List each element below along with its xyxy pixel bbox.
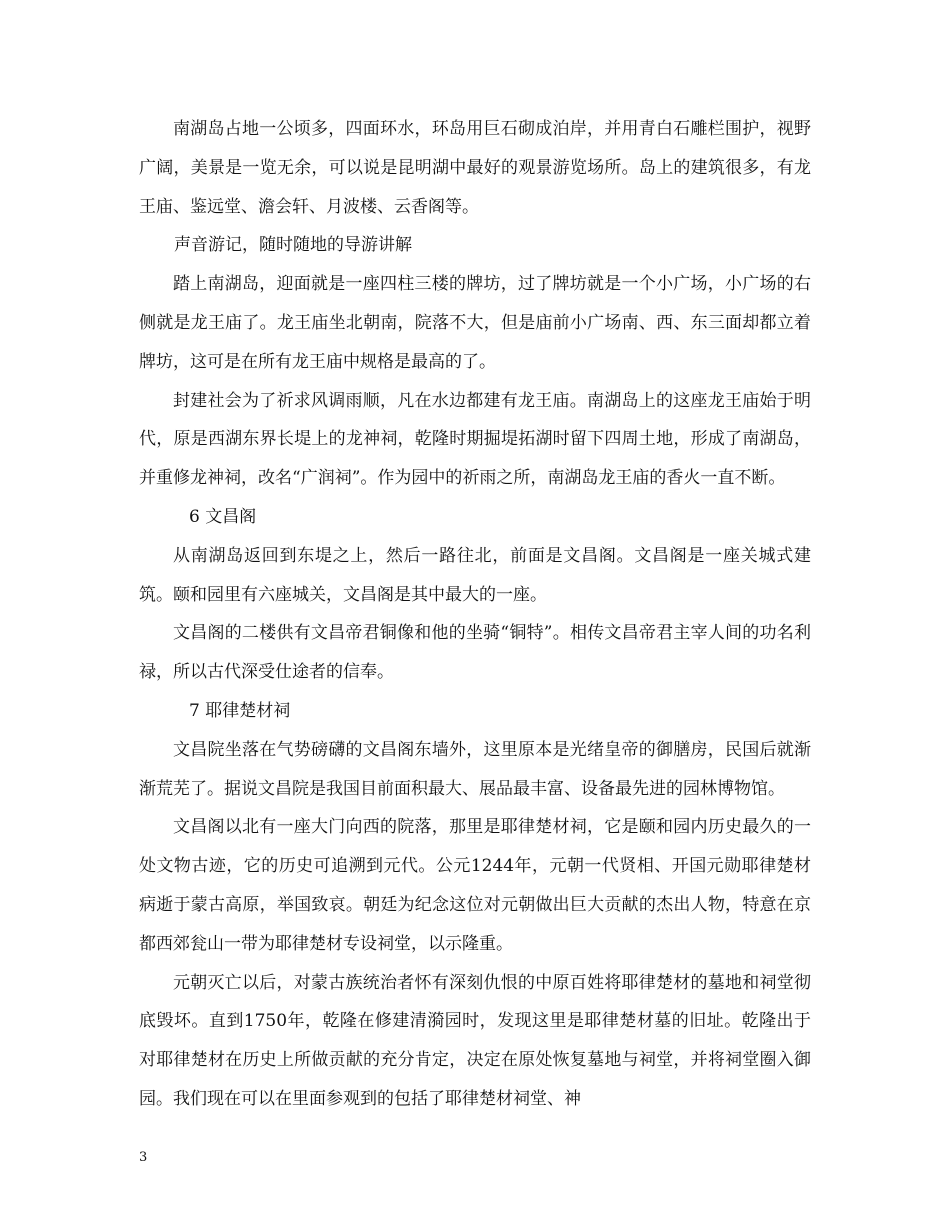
- paragraph-nanhu-island: 南湖岛占地一公顷多，四面环水，环岛用巨石砌成泊岸，并用青白石雕栏围护，视野广阔，美景是一览无余，可以说是昆明湖中最好的观景游览场所。岛上的建筑很多，有龙王庙、鉴远堂、澹会轩、月波楼、云香阁等。: [139, 119, 811, 217]
- paragraph-audio-guide: 声音游记，随时随地的导游讲解: [174, 235, 412, 256]
- paragraph-yuan-dynasty-fall: 元朝灭亡以后，对蒙古族统治者怀有深刻仇恨的中原百姓将耶律楚材的墓地和祠堂彻底毁坏。直到1750年，乾隆在修建清漪园时，发现这里是耶律楚材墓的旧址。乾隆出于对耶律楚材在历史上所做贡献的充分肯定，决定在原处恢复墓地与祠堂，并将祠堂圈入御园。我们现在可以在里面参观到的包括了耶律楚材祠堂、神: [139, 972, 811, 1109]
- page-number: 3: [139, 1150, 148, 1165]
- section-heading-wenchang-pavilion: 6 文昌阁: [189, 506, 257, 527]
- paragraph-temple-history: 封建社会为了祈求风调雨顺，凡在水边都建有龙王庙。南湖岛上的这座龙王庙始于明代，原是西湖东界长堤上的龙神祠，乾隆时期掘堤拓湖时留下四周土地，形成了南湖岛，并重修龙神祠，改名“广润祠”。作为园中的祈雨之所，南湖岛龙王庙的香火一直不断。: [139, 390, 811, 489]
- paragraph-dragon-king-temple: 踏上南湖岛，迎面就是一座四柱三楼的牌坊，过了牌坊就是一个小广场，小广场的右侧就是龙王庙了。龙王庙坐北朝南，院落不大，但是庙前小广场南、西、东三面却都立着牌坊，这可是在所有龙王庙中规格是最高的了。: [139, 274, 811, 372]
- section-heading-yelu-chucai-temple: 7 耶律楚材祠: [189, 700, 291, 721]
- paragraph-yelu-chucai-temple: 文昌阁以北有一座大门向西的院落，那里是耶律楚材祠，它是颐和园内历史最久的一处文物古迹，它的历史可追溯到元代。公元1244年，元朝一代贤相、开国元勋耶律楚材病逝于蒙古高原，举国致哀。朝廷为纪念这位对元朝做出巨大贡献的杰出人物，特意在京都西郊瓮山一带为耶律楚材专设祠堂，以示隆重。: [139, 817, 811, 954]
- paragraph-wenchang-courtyard: 文昌院坐落在气势磅礴的文昌阁东墙外，这里原本是光绪皇帝的御膳房，民国后就渐渐荒芜了。据说文昌院是我国目前面积最大、展品最丰富、设备最先进的园林博物馆。: [139, 739, 811, 799]
- paragraph-wenchang-pavilion: 从南湖岛返回到东堤之上，然后一路往北，前面是文昌阁。文昌阁是一座关城式建筑。颐和园里有六座城关，文昌阁是其中最大的一座。: [139, 545, 811, 605]
- document-body: [139, 110, 811, 1119]
- paragraph-wenchang-statue: 文昌阁的二楼供有文昌帝君铜像和他的坐骑“铜特”。相传文昌帝君主宰人间的功名利禄，所以古代深受仕途者的信奉。: [139, 623, 811, 683]
